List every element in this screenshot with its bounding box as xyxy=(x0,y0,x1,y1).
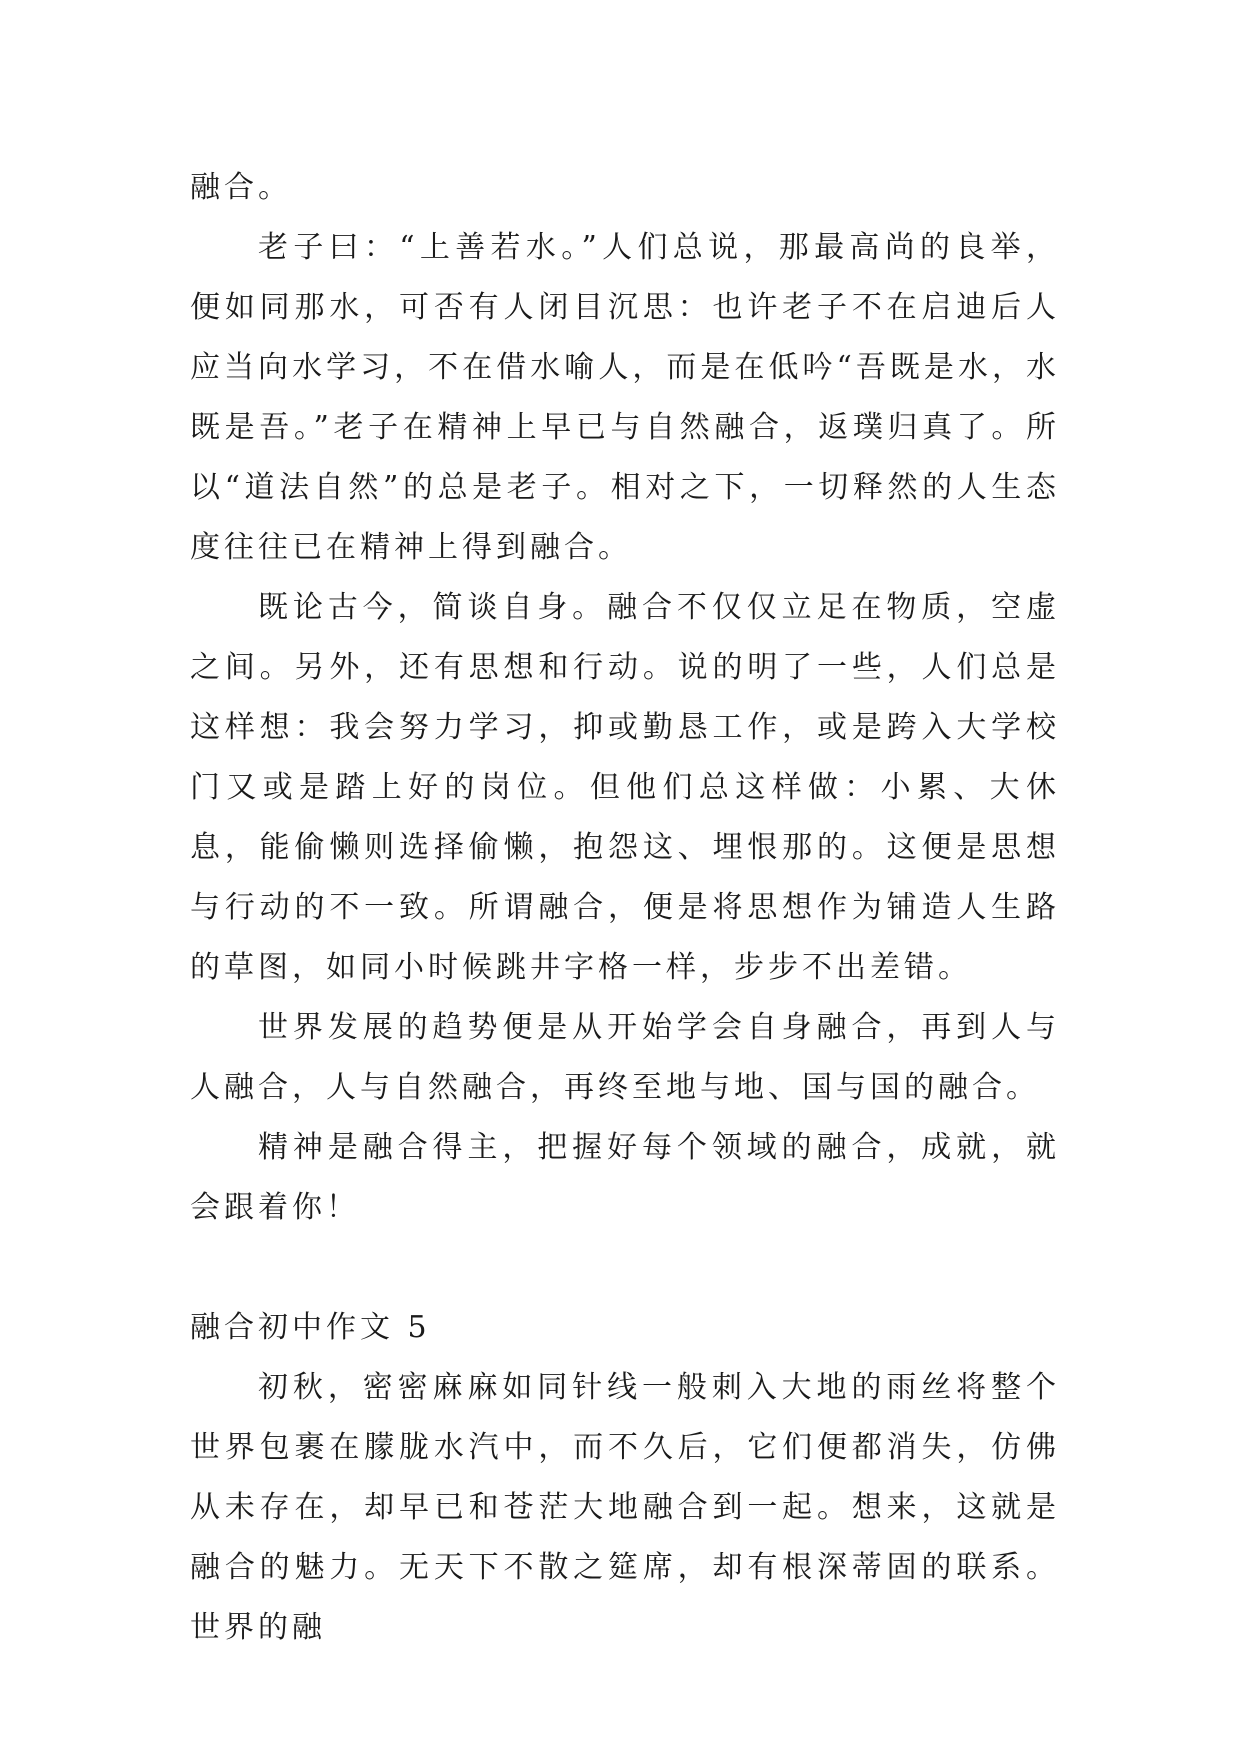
paragraph-laozi: 老子曰：“上善若水。”人们总说，那最高尚的良举，便如同那水，可否有人闭目沉思：也许老子不在启迪后人应当向水学习，不在借水喻人，而是在低吟“吾既是水，水既是吾。”老子在精神上早已与自然融合，返璞归真了。所以“道法自然”的总是老子。相对之下，一切释然的人生态度往往已在精神上得到融合。 xyxy=(190,230,1060,565)
section-spacer xyxy=(190,1238,1060,1298)
paragraph-self: 既论古今，简谈自身。融合不仅仅立足在物质，空虚之间。另外，还有思想和行动。说的明了一些，人们总是这样想：我会努力学习，抑或勤恳工作，或是跨入大学校门又或是踏上好的岗位。但他们总这样做：小累、大休息，能偷懒则选择偷懒，抱怨这、埋恨那的。这便是思想与行动的不一致。所谓融合，便是将思想作为铺造人生路的草图，如同小时候跳井字格一样，步步不出差错。 xyxy=(190,590,1060,985)
paragraph-conclusion: 精神是融合得主，把握好每个领域的融合，成就，就会跟着你！ xyxy=(190,1130,1060,1225)
section-title: 融合初中作文 5 xyxy=(190,1310,431,1345)
paragraph-early-autumn: 初秋，密密麻麻如同针线一般刺入大地的雨丝将整个世界包裹在朦胧水汽中，而不久后，它们便都消失，仿佛从未存在，却早已和苍茫大地融合到一起。想来，这就是融合的魅力。无天下不散之筵席，却有根深蒂固的联系。世界的融 xyxy=(190,1370,1060,1645)
paragraph-world-trend: 世界发展的趋势便是从开始学会自身融合，再到人与人融合，人与自然融合，再终至地与地、国与国的融合。 xyxy=(190,1010,1060,1105)
document-body xyxy=(190,158,1060,1658)
paragraph-continuation: 融合。 xyxy=(190,170,292,205)
